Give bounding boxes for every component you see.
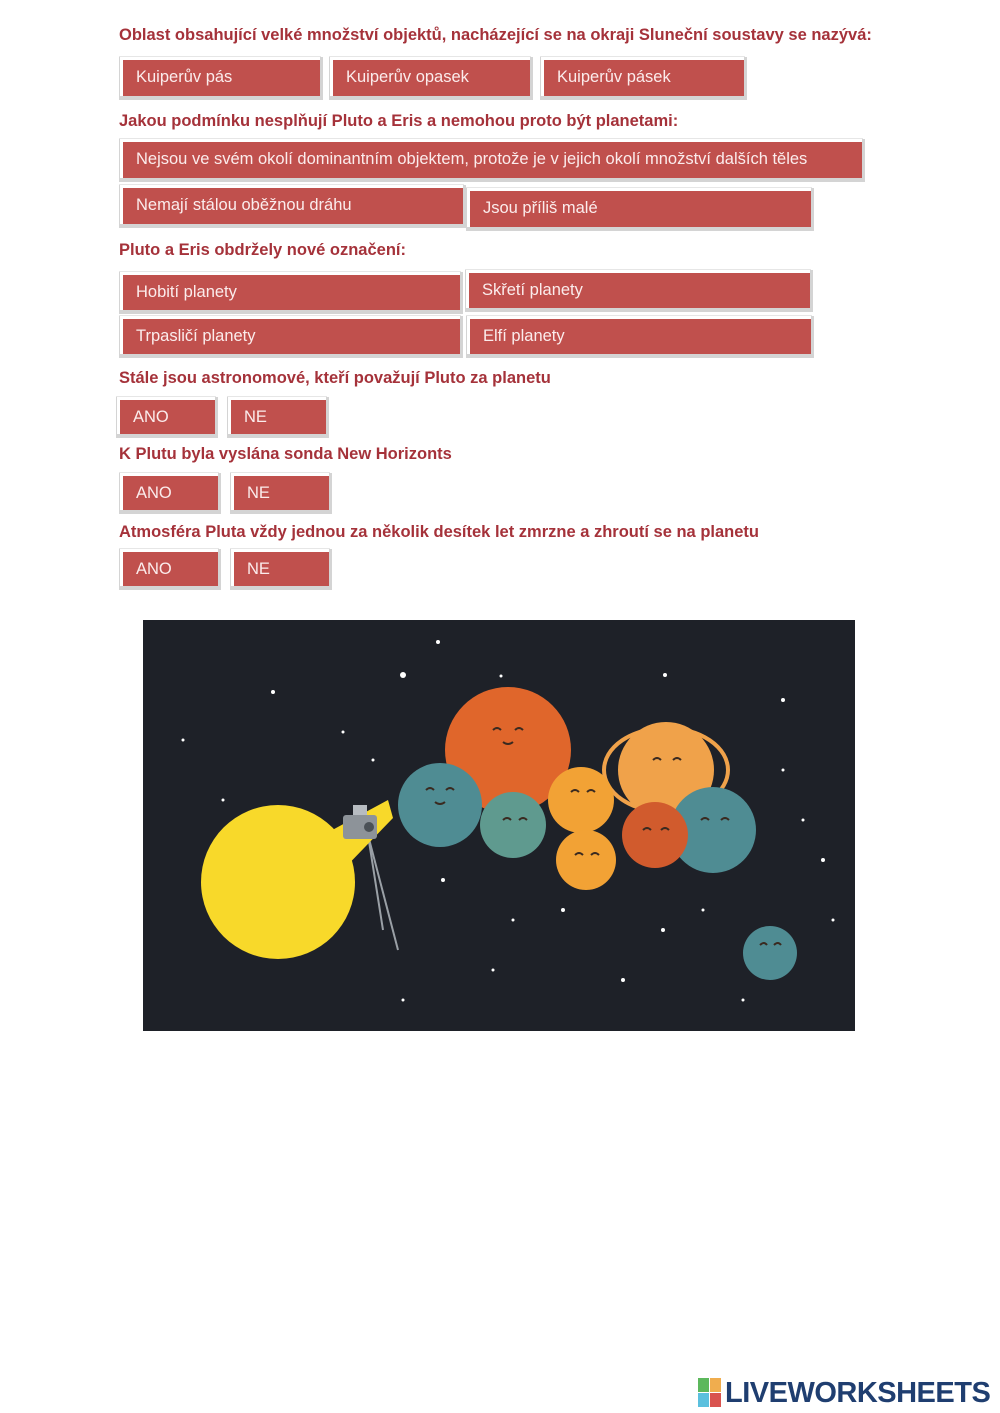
mars-planet — [622, 802, 688, 868]
question-1-text: Oblast obsahující velké množství objektů, nacházející se na okraji Sluneční soustavy se nazývá: — [119, 26, 872, 44]
question-4-text: Stále jsou astronomové, kteří považují Pluto za planetu — [119, 369, 551, 387]
liveworksheets-logo-icon — [698, 1378, 722, 1408]
q3-option-2[interactable]: Skřetí planety — [466, 270, 810, 308]
camera-lens — [364, 822, 374, 832]
question-5-text: K Plutu byla vyslána sonda New Horizonts — [119, 445, 452, 463]
q2-option-2[interactable]: Nemají stálou oběžnou dráhu — [120, 185, 463, 224]
venus-planet — [548, 767, 614, 833]
liveworksheets-brand-text: LIVEWORKSHEETS — [725, 1376, 991, 1409]
question-6-text: Atmosféra Pluta vždy jednou za několik desítek let zmrzne a zhroutí se na planetu — [119, 523, 759, 541]
pluto-planet — [743, 926, 797, 980]
q5-option-ano[interactable]: ANO — [120, 473, 218, 510]
q1-option-3[interactable]: Kuiperův pásek — [541, 57, 744, 96]
q3-option-3[interactable]: Trpasličí planety — [120, 316, 460, 354]
earth-planet — [480, 792, 546, 858]
mercury-planet — [556, 830, 616, 890]
q4-option-ne[interactable]: NE — [228, 397, 326, 434]
sun — [201, 805, 355, 959]
q6-option-ano[interactable]: ANO — [120, 549, 218, 586]
q1-option-1[interactable]: Kuiperův pás — [120, 57, 320, 96]
q6-option-ne[interactable]: NE — [231, 549, 329, 586]
q2-option-1[interactable]: Nejsou ve svém okolí dominantním objektem, protože je v jejich okolí množství dalších těles — [120, 139, 862, 178]
camera-top — [353, 805, 367, 815]
q4-option-ano[interactable]: ANO — [117, 397, 215, 434]
planets-illustration-svg — [143, 620, 855, 1031]
tripod — [368, 835, 398, 950]
liveworksheets-logo — [698, 1376, 990, 1410]
q3-option-4[interactable]: Elfí planety — [467, 316, 811, 354]
q2-option-3[interactable]: Jsou příliš malé — [467, 188, 811, 227]
question-2-text: Jakou podmínku nesplňují Pluto a Eris a nemohou proto být planetami: — [119, 112, 679, 130]
q1-option-2[interactable]: Kuiperův opasek — [330, 57, 530, 96]
q3-option-1[interactable]: Hobití planety — [120, 272, 460, 310]
planets-illustration — [143, 620, 855, 1031]
q5-option-ne[interactable]: NE — [231, 473, 329, 510]
question-3-text: Pluto a Eris obdržely nové označení: — [119, 241, 406, 259]
